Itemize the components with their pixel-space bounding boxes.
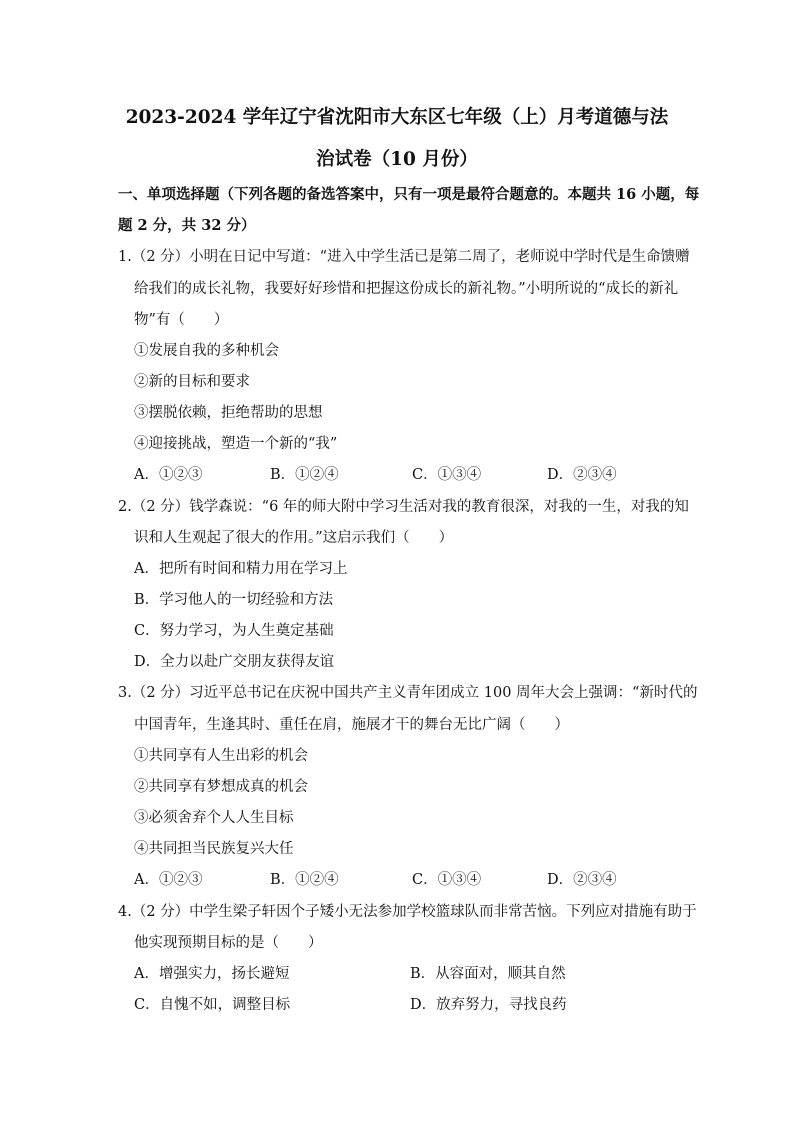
question-3-option-d[interactable]: D．②③④ (547, 872, 617, 888)
question-4-option-a[interactable]: A．增强实力，扬长避短 (134, 966, 290, 982)
question-4-option-d[interactable]: D．放弃努力，寻找良药 (410, 997, 567, 1013)
question-2-stem-line-1: 2.（2 分）钱学森说：“6 年的师大附中学习生活对我的教育很深，对我的一生，对我的知 (118, 499, 689, 515)
exam-title-line-1: 2023-2024 学年辽宁省沈阳市大东区七年级（上）月考道德与法 (125, 107, 669, 128)
question-3-option-c[interactable]: C．①③④ (412, 872, 482, 888)
question-3-option-a[interactable]: A．①②③ (134, 872, 203, 888)
question-3-stem-line-1: 3.（2 分）习近平总书记在庆祝中国共产主义青年团成立 100 周年大会上强调：“新时代的 (118, 685, 698, 701)
question-3-item-2: ②共同享有梦想成真的机会 (134, 779, 308, 795)
question-1-option-d[interactable]: D．②③④ (547, 467, 617, 483)
question-1-option-c[interactable]: C．①③④ (412, 467, 482, 483)
question-2-stem-line-2: 识和人生观起了很大的作用。”这启示我们（ ） (134, 530, 454, 546)
question-4-stem-line-1: 4.（2 分）中学生梁子轩因个子矮小无法参加学校篮球队而非常苦恼。下列应对措施有助于 (118, 904, 697, 920)
section-heading-line-1: 一、单项选择题（下列各题的备选答案中，只有一项是最符合题意的。本题共 16 小题，每 (118, 186, 700, 203)
question-3-options (134, 870, 674, 890)
question-4-options-row-2 (134, 995, 674, 1015)
question-1-item-2: ②新的目标和要求 (134, 374, 250, 390)
question-3-item-4: ④共同担当民族复兴大任 (134, 841, 294, 857)
question-2-option-d[interactable]: D．全力以赴广交朋友获得友谊 (134, 654, 335, 670)
question-3-item-3: ③必须舍弃个人人生目标 (134, 810, 294, 826)
question-1-item-1: ①发展自我的多种机会 (134, 343, 279, 359)
question-1-option-b[interactable]: B．①②④ (270, 467, 339, 483)
question-3-stem-line-2: 中国青年，生逢其时、重任在肩，施展才干的舞台无比广阔（ ） (134, 717, 569, 733)
question-1-option-a[interactable]: A．①②③ (134, 467, 203, 483)
question-4-option-b[interactable]: B．从容面对，顺其自然 (410, 966, 566, 982)
question-1-item-3: ③摆脱依赖，拒绝帮助的思想 (134, 405, 323, 421)
question-1-stem-line-2: 给我们的成长礼物，我要好好珍惜和把握这份成长的新礼物。”小明所说的“成长的新礼 (134, 281, 679, 297)
question-2-option-b[interactable]: B．学习他人的一切经验和方法 (134, 592, 334, 608)
question-4-option-c[interactable]: C．自愧不如，调整目标 (134, 997, 291, 1013)
question-1-options (134, 465, 674, 485)
question-1-stem-line-3: 物”有（ ） (134, 312, 229, 328)
section-heading-line-2: 题 2 分，共 32 分） (118, 217, 256, 234)
question-4-stem-line-2: 他实现预期目标的是（ ） (134, 935, 323, 951)
question-4-options-row-1 (134, 964, 674, 984)
question-3-option-b[interactable]: B．①②④ (270, 872, 339, 888)
question-2-option-c[interactable]: C．努力学习，为人生奠定基础 (134, 623, 334, 639)
question-2-option-a[interactable]: A．把所有时间和精力用在学习上 (134, 561, 348, 577)
question-1-item-4: ④迎接挑战，塑造一个新的“我” (134, 436, 338, 452)
question-3-item-1: ①共同享有人生出彩的机会 (134, 748, 308, 764)
exam-title-line-2: 治试卷（10 月份） (316, 149, 478, 170)
question-1-stem-line-1: 1.（2 分）小明在日记中写道：“进入中学生活已是第二周了，老师说中学时代是生命馈赠 (118, 249, 690, 265)
